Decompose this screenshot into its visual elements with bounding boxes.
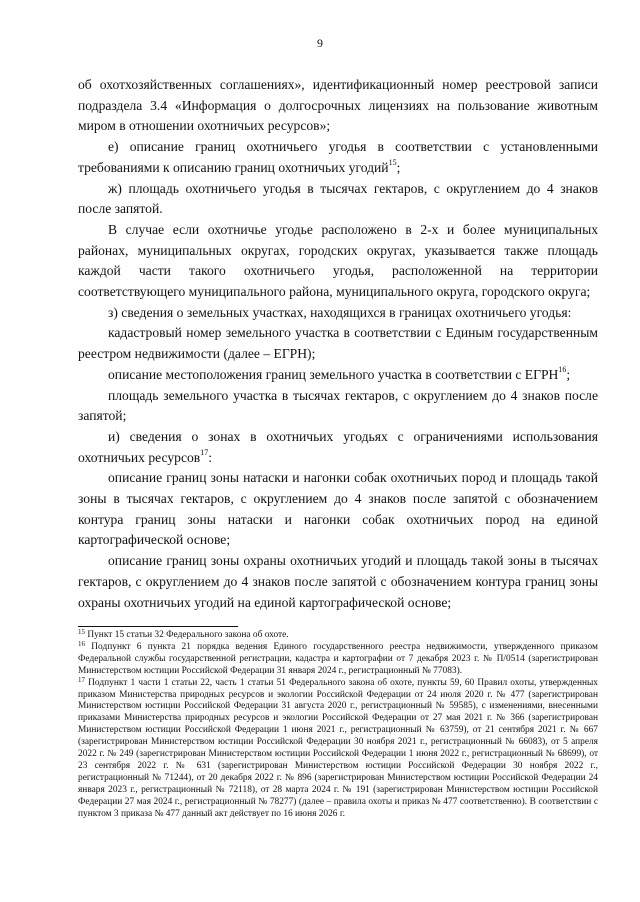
footnote-ref[interactable]: 17 <box>200 448 209 458</box>
footnote-ref[interactable]: 15 <box>388 158 397 168</box>
footnote: $^{17}$ Подпункт 1 части 1 статьи 22, часть 1 статьи 51 Федерального закона об охоте, пункты 59, 60 Правил охоты, утвержденных приказом Министерства природных ресурсов и экологии Российской Федерации от 24 июля 2020 г. № 477 (зарегистрирован Министерством юстиции Российской Федерации 31 августа 2020 г., регистрационный № 59585), с изменениями, внесенными приказами Министерства природных ресурсов и экологии Российской Федерации от 27 мая 2021 г. № 366 (зарегистрирован Министерством юстиции Российской Федерации 1 июня 2021 г., регистрационный № 63759), от 21 сентября 2021 г. № 667 (зарегистрирован Министерством юстиции Российской Федерации 30 ноября 2021 г., регистрационный № 66083), от 5 апреля 2022 г. № 249 (зарегистрирован Министерством юстиции Российской Федерации 1 июня 2022 г., регистрационный № 68699), от 23 сентября 2022 г. № 631 (зарегистрирован Министерством юстиции Российской Федерации 30 ноября 2022 г., регистрационный № 71244), от 20 декабря 2022 г. № 896 (зарегистрирован Министерством юстиции Российской Федерации 24 января 2023 г., регистрационный № 72118), от 28 марта 2024 г. № 191 (зарегистрирован Министерством юстиции Российской Федерации 27 мая 2024 г., регистрационный № 78277) (далее – правила охоты и приказ № 477 соответственно). В соответствии с пунктом 3 приказа № 477 данный акт действует по 16 июня 2026 г. <box>78 675 598 819</box>
paragraph: описание местоположения границ земельного участка в соответствии с ЕГРН$^{16}$; <box>108 365 571 382</box>
paragraph: описание границ зоны натаски и нагонки собак охотничьих пород и площадь такой зоны в тысячах гектаров, с округлением до 4 знаков после запятой с обозначением контура границ зоны натаски и нагонки собак охотничьих пород на единой картографической основе; <box>78 470 598 548</box>
paragraph: е) описание границ охотничьего угодья в соответствии с установленными требованиями к описанию границ охотничьих угодий$^{15}$; <box>78 139 598 175</box>
footnote-number: 15 <box>78 628 85 636</box>
footnote: $^{15}$ Пункт 15 статьи 32 Федерального закона об охоте. <box>78 628 289 640</box>
footnotes <box>78 630 598 821</box>
paragraph: и) сведения о зонах в охотничьих угодьях с ограничениями использования охотничьих ресурсов$^{17}$: <box>78 428 598 465</box>
paragraph: кадастровый номер земельного участка в соответствии с Единым государственным реестром недвижимости (далее – ЕГРН); <box>78 325 598 362</box>
footnote: $^{16}$ Подпункт 6 пункта 21 порядка ведения Единого государственного реестра недвижимости, утвержденного приказом Федеральной службы государственной регистрации, кадастра и картографии от 7 декабря 2023 г. № П/0514 (зарегистрирован Министерством юстиции Российской Федерации 31 января 2024 г., регистрационный № 77083). <box>78 639 598 676</box>
footnote-divider <box>78 626 238 627</box>
paragraph: В случае если охотничье угодье расположено в 2-х и более муниципальных районах, муниципальных округах, городских округах, указывается также площадь каждой части такого охотничьего угодья, расположенной на территории соответствующего муниципального района, муниципального округа, городского округа; <box>78 221 598 300</box>
footnote-number: 16 <box>78 639 85 648</box>
paragraph: площадь земельного участка в тысячах гектаров, с округлением до 4 знаков после запятой; <box>78 387 598 424</box>
page-number: 9 <box>317 36 323 50</box>
body-text <box>78 75 598 613</box>
footnote-number: 17 <box>78 675 85 684</box>
footnote-ref[interactable]: 16 <box>558 365 567 375</box>
paragraph: об охотхозяйственных соглашениях», идентификационный номер реестровой записи подраздела 3.4 «Информация о долгосрочных лицензиях на пользование животным миром в отношении охотничьих ресурсов»; <box>78 77 598 134</box>
paragraph: з) сведения о земельных участках, находящихся в границах охотничьего угодья: <box>108 304 572 320</box>
paragraph: описание границ зоны охраны охотничьих угодий и площадь такой зоны в тысячах гектаров, с округлением до 4 знаков после запятой с обозначением контура границ зоны охраны охотничьих угодий на единой картографической основе; <box>78 553 598 610</box>
paragraph: ж) площадь охотничьего угодья в тысячах гектаров, с округлением до 4 знаков после запятой. <box>78 180 598 217</box>
